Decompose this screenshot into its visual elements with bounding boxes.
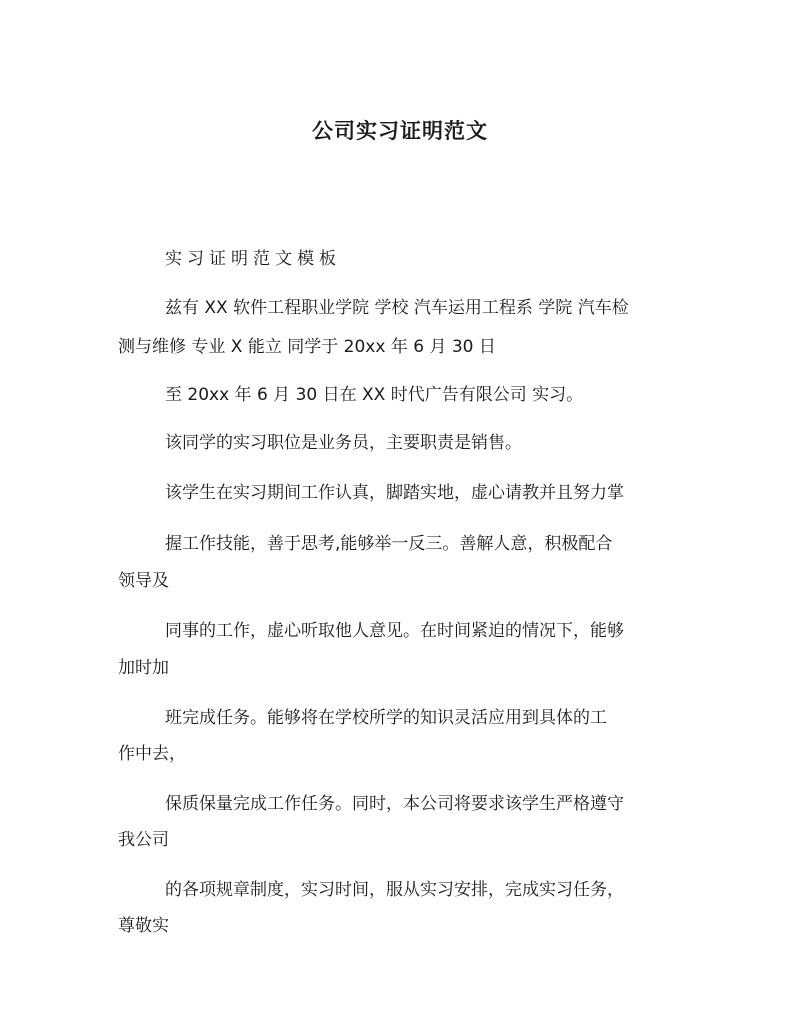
paragraph-line: 同事的工作，虚心听取他人意见。在时间紧迫的情况下，能够 [165, 621, 624, 641]
paragraph-line: 尊敬实 [118, 916, 169, 936]
paragraph-line: 保质保量完成工作任务。同时，本公司将要求该学生严格遵守 [165, 794, 624, 814]
paragraph-line: 加时加 [118, 658, 169, 678]
section-heading: 实习证明范文模板 [165, 249, 341, 269]
paragraph-line: 的各项规章制度，实习时间，服从实习安排，完成实习任务， [165, 880, 624, 900]
document-title: 公司实习证明范文 [312, 119, 488, 143]
paragraph-line: 兹有 XX 软件工程职业学院 学校 汽车运用工程系 学院 汽车检 [165, 298, 629, 318]
paragraph-line: 该同学的实习职位是业务员，主要职责是销售。 [165, 433, 522, 453]
paragraph-line: 领导及 [118, 571, 169, 591]
paragraph-line: 至 20xx 年 6 月 30 日在 XX 时代广告有限公司 实习。 [165, 385, 584, 405]
paragraph-line: 握工作技能，善于思考,能够举一反三。善解人意，积极配合 [165, 534, 613, 554]
paragraph-line: 作中去， [118, 744, 186, 764]
paragraph-line: 该学生在实习期间工作认真，脚踏实地，虚心请教并且努力掌 [165, 483, 624, 503]
paragraph-line: 班完成任务。能够将在学校所学的知识灵活应用到具体的工 [165, 708, 607, 728]
paragraph-line: 测与维修 专业 X 能立 同学于 20xx 年 6 月 30 日 [118, 337, 496, 357]
paragraph-line: 我公司 [118, 830, 169, 850]
